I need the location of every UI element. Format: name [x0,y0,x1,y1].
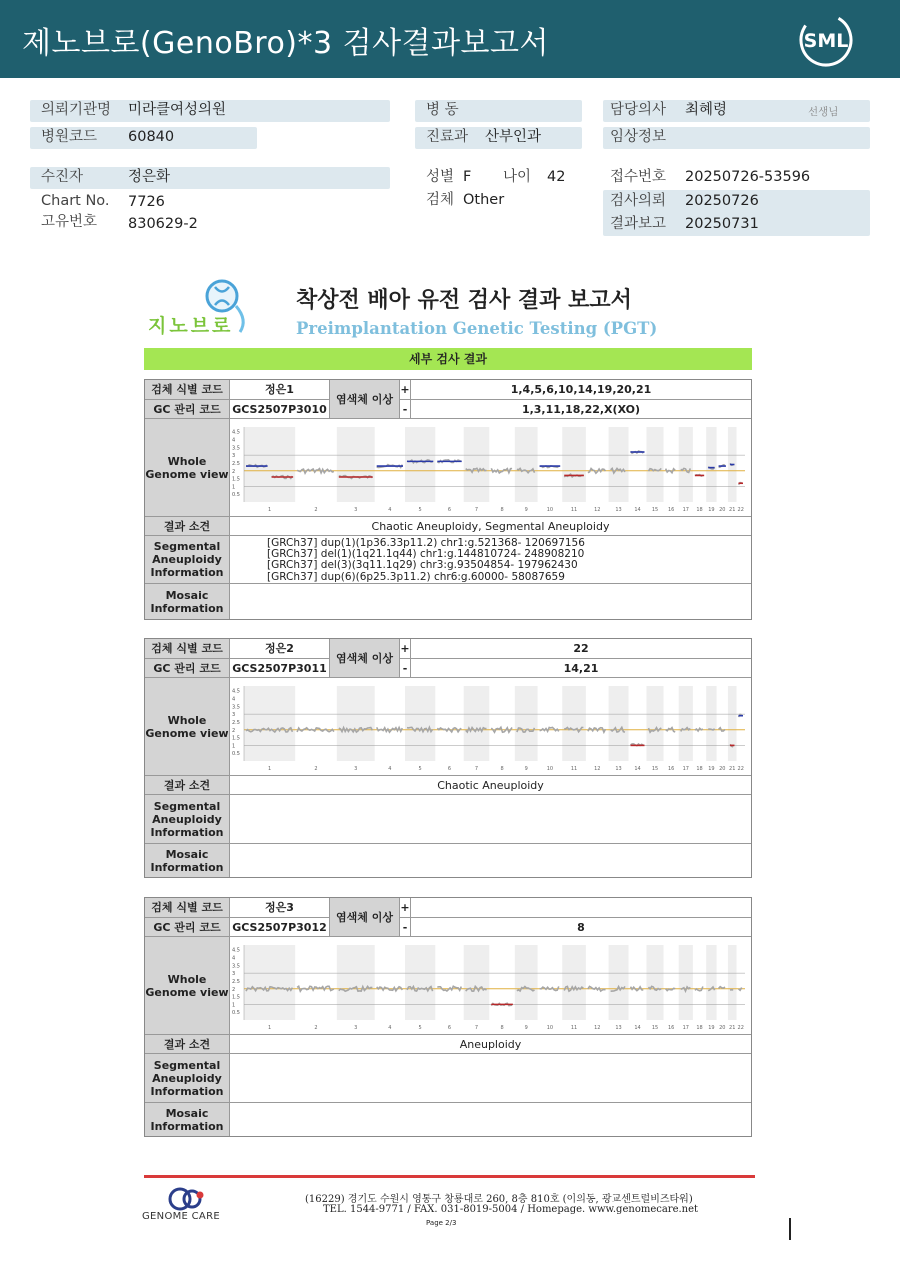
chromosome-band [337,945,375,1020]
y-tick-label: 3 [232,712,236,719]
finding-value: Chaotic Aneuploidy, Segmental Aneuploidy [230,517,751,536]
chromosome-label: 21 [729,507,736,513]
copy-number-trace [739,988,742,991]
chromosome-band [647,945,664,1020]
gc-code-value: GCS2507P3010 [230,400,330,419]
age-value: 42 [547,169,566,185]
chromosome-band [647,686,664,761]
chromosome-band [405,686,435,761]
department-value: 산부인과 [485,129,542,145]
chromosome-band [405,427,435,502]
chromosome-band [244,686,295,761]
report-value: 20250731 [685,216,759,232]
chromosome-band [679,945,693,1020]
chromosome-label: 2 [314,766,318,772]
genome-plot-2 [230,678,751,775]
chromosome-band [515,427,538,502]
chromosome-label: 7 [474,1025,479,1031]
y-tick-label: 4.5 [232,947,240,954]
y-tick-label: 0.5 [232,492,240,499]
genobro-logo [144,276,256,340]
chromosome-label: 22 [737,766,744,772]
chromosome-band [647,427,664,502]
chrom-abnormality-label: 염색체 이상 [330,898,400,937]
patient-label: 수진자 [41,169,84,185]
loss-chromosomes: 8 [411,918,751,937]
segmental-label: Segmental Aneuploidy Information [145,536,230,584]
chromosome-label: 1 [267,766,272,772]
specimen-value: Other [463,192,505,208]
chromosome-label: 6 [447,507,452,513]
report-title-english: Preimplantation Genetic Testing (PGT) [296,319,658,338]
y-tick-label: 3 [232,453,236,460]
y-tick-label: 4 [232,696,236,703]
y-tick-label: 2 [232,727,236,734]
chromosome-label: 19 [708,1025,715,1031]
chromosome-label: 11 [570,507,578,513]
whole-genome-label: Whole Genome view [145,419,230,517]
gc-code-value: GCS2507P3012 [230,918,330,937]
loss-sign: - [400,918,411,937]
gain-chromosomes: 1,4,5,6,10,14,19,20,21 [411,380,751,400]
chromosome-band [609,945,629,1020]
chromosome-band [244,945,295,1020]
chromosome-band [464,945,490,1020]
sample-table-1 [144,379,752,620]
footer-divider [144,1175,755,1178]
sample-table-3 [144,897,752,1137]
sample-id-label: 검체 식별 코드 [145,380,230,400]
chromosome-label: 8 [500,766,504,772]
chromosome-label: 8 [500,507,504,513]
finding-label: 결과 소견 [145,517,230,536]
y-tick-label: 1 [232,484,236,491]
section-title: 세부 검사 결과 [144,348,752,370]
mosaic-value [230,584,751,619]
genome-care-logo [160,1186,212,1212]
chromosome-label: 8 [500,1025,504,1031]
chrom-abnormality-label: 염색체 이상 [330,639,400,678]
genome-plot-1 [230,419,751,516]
y-tick-label: 1.5 [232,476,240,483]
chromosome-label: 1 [267,1025,272,1031]
chromosome-band [337,427,375,502]
chromosome-band [706,945,716,1020]
segmental-label: Segmental Aneuploidy Information [145,1054,230,1103]
chromosome-label: 19 [708,766,715,772]
clinical-label: 임상정보 [610,129,667,145]
chromosome-label: 5 [418,1025,422,1031]
chromosome-label: 9 [524,766,528,772]
chrom-abnormality-label: 염색체 이상 [330,380,400,419]
chromosome-label: 13 [615,1025,622,1031]
chromosome-label: 14 [634,1025,641,1031]
footer-address: (16229) 경기도 수원시 영통구 창룡대로 260, 8층 810호 (이의동, 광교센트럴비즈타워) [305,1194,693,1205]
chromosome-label: 18 [696,507,703,513]
chromosome-label: 17 [682,507,689,513]
mosaic-label: Mosaic Information [145,584,230,619]
chromosome-label: 17 [682,766,689,772]
gc-code-label: GC 관리 코드 [145,400,230,419]
loss-chromosomes: 14,21 [411,659,751,678]
chromosome-label: 18 [696,1025,703,1031]
segmental-value [230,1054,751,1103]
chromosome-band [337,686,375,761]
chromosome-label: 9 [524,507,528,513]
chromosome-band [405,945,435,1020]
sex-label: 성별 [426,169,455,185]
gain-chromosomes: 22 [411,639,751,659]
chromosome-band [706,686,716,761]
chromosome-band [244,427,295,502]
chromosome-label: 20 [719,1025,726,1031]
doctor-label: 담당의사 [610,102,667,118]
chromosome-label: 3 [354,507,358,513]
request-value: 20250726 [685,193,759,209]
y-tick-label: 4.5 [232,429,240,436]
chromosome-label: 17 [682,1025,689,1031]
patient-value: 정은화 [128,169,171,185]
chromosome-label: 6 [447,1025,452,1031]
institution-label: 의뢰기관명 [41,102,112,118]
chromosome-band [679,427,693,502]
chromosome-label: 16 [667,507,675,513]
chromosome-label: 10 [546,507,554,513]
chromosome-label: 12 [594,507,601,513]
chromosome-label: 3 [354,766,358,772]
chromosome-label: 12 [594,766,601,772]
copy-number-trace [719,987,725,989]
copy-number-trace [695,728,703,731]
chromosome-band [515,686,538,761]
chromosome-band [562,945,586,1020]
chromosome-label: 15 [651,507,659,513]
chromosome-label: 14 [634,766,641,772]
receipt-label: 접수번호 [610,169,667,185]
sample-id-value: 정은3 [230,898,330,918]
chromosome-label: 6 [447,766,452,772]
chromosome-band [728,945,737,1020]
chromosome-label: 10 [546,766,554,772]
chromosome-band [464,427,490,502]
chromosome-label: 12 [594,1025,601,1031]
copy-number-trace [708,729,714,730]
chromosome-label: 22 [737,1025,744,1031]
doctor-suffix: 선생님 [808,106,839,118]
chromosome-band [562,686,586,761]
loss-chromosomes: 1,3,11,18,22,X(XO) [411,400,751,419]
mosaic-label: Mosaic Information [145,844,230,877]
segment-line: [GRCh37] del(3)(3q11.1q29) chr3:g.93504854- 197962430 [267,559,578,572]
chromosome-label: 22 [737,507,744,513]
mosaic-label: Mosaic Information [145,1103,230,1136]
whole-genome-label: Whole Genome view [145,678,230,776]
ward-label: 병 동 [426,102,459,118]
chromosome-band [562,427,586,502]
chromosome-label: 5 [418,766,422,772]
loss-sign: - [400,400,411,419]
chromosome-label: 20 [719,766,726,772]
chromosome-label: 20 [719,507,726,513]
sample-id-label: 검체 식별 코드 [145,639,230,659]
y-tick-label: 0.5 [232,1010,240,1017]
y-tick-label: 3.5 [232,445,240,452]
gc-code-value: GCS2507P3011 [230,659,330,678]
chromosome-label: 5 [418,507,422,513]
segmental-label: Segmental Aneuploidy Information [145,795,230,844]
chromosome-band [728,686,737,761]
chromosome-label: 2 [314,1025,318,1031]
chromosome-label: 18 [696,766,703,772]
chromosome-band [464,686,490,761]
unique-value: 830629-2 [128,216,198,232]
department-label: 진료과 [426,129,469,145]
y-tick-label: 2 [232,468,236,475]
y-tick-label: 3.5 [232,963,240,970]
gain-sign: + [400,639,411,659]
finding-label: 결과 소견 [145,776,230,795]
y-tick-label: 1.5 [232,735,240,742]
loss-sign: - [400,659,411,678]
segment-line: [GRCh37] dup(1)(1p36.33p11.2) chr1:g.521368- 120697156 [267,537,585,549]
y-tick-label: 3.5 [232,704,240,711]
chart-label: Chart No. [41,193,110,209]
y-tick-label: 1 [232,1002,236,1009]
patient-info [0,0,900,240]
whole-genome-plot [230,419,751,517]
sex-value: F [463,169,472,185]
report-title-korean: 착상전 배아 유전 검사 결과 보고서 [296,288,632,313]
whole-genome-label: Whole Genome view [145,937,230,1035]
hospital-code-label: 병원코드 [41,129,98,145]
chart-value: 7726 [128,194,165,210]
request-label: 검사의뢰 [610,193,667,209]
genome-plot-3 [230,937,751,1034]
chromosome-label: 4 [388,1025,392,1031]
mosaic-value [230,1103,751,1136]
gc-code-label: GC 관리 코드 [145,918,230,937]
y-tick-label: 2 [232,986,236,993]
receipt-value: 20250726-53596 [685,169,811,185]
chromosome-label: 11 [570,766,578,772]
y-tick-label: 4 [232,437,236,444]
copy-number-trace [540,727,559,731]
mosaic-value [230,844,751,877]
y-tick-label: 1 [232,743,236,750]
chromosome-label: 1 [267,507,272,513]
segmental-value [230,795,751,844]
chromosome-label: 16 [667,766,675,772]
y-tick-label: 0.5 [232,751,240,758]
sample-id-value: 정은2 [230,639,330,659]
sample-table-2 [144,638,752,878]
chromosome-label: 4 [388,507,392,513]
chromosome-label: 14 [634,507,641,513]
y-tick-label: 4.5 [232,688,240,695]
edge-marker [789,1218,791,1240]
chromosome-label: 10 [546,1025,554,1031]
finding-value: Chaotic Aneuploidy [230,776,751,795]
chromosome-label: 15 [651,1025,659,1031]
y-tick-label: 3 [232,971,236,978]
whole-genome-plot [230,678,751,776]
chromosome-band [609,686,629,761]
genobro-logo-text: 지노브로 [148,315,234,337]
genome-care-name: GENOME CARE [142,1211,220,1222]
chromosome-label: 11 [570,1025,578,1031]
chromosome-label: 13 [615,507,622,513]
page-title: 제노브로(GenoBro)*3 검사결과보고서 [22,26,549,61]
chromosome-label: 7 [474,507,479,513]
segment-line: [GRCh37] del(1)(1q21.1q44) chr1:g.144810724- 248908210 [267,548,585,561]
y-tick-label: 2.5 [232,978,240,985]
chromosome-label: 2 [314,507,318,513]
age-label: 나이 [503,169,532,185]
chromosome-label: 7 [474,766,479,772]
sml-logo-text: SML [803,30,849,52]
specimen-label: 검체 [426,192,455,208]
chromosome-label: 13 [615,766,622,772]
chromosome-label: 4 [388,766,392,772]
finding-value: Aneuploidy [230,1035,751,1054]
gain-chromosomes [411,898,751,918]
footer-contact: TEL. 1544-9771 / FAX. 031-8019-5004 / Homepage. www.genomecare.net [323,1204,699,1215]
chromosome-band [679,686,693,761]
copy-number-trace [666,728,676,732]
finding-label: 결과 소견 [145,1035,230,1054]
y-tick-label: 4 [232,955,236,962]
copy-number-trace [719,728,725,731]
institution-value: 미라클여성의원 [128,102,227,118]
whole-genome-plot [230,937,751,1035]
chromosome-label: 9 [524,1025,528,1031]
chromosome-label: 21 [729,766,736,772]
segment-line: [GRCh37] dup(6)(6p25.3p11.2) chr6:g.60000- 58087659 [267,570,565,583]
chromosome-label: 16 [667,1025,675,1031]
y-tick-label: 1.5 [232,994,240,1001]
y-tick-label: 2.5 [232,460,240,467]
gain-sign: + [400,898,411,918]
y-tick-label: 2.5 [232,719,240,726]
gc-code-label: GC 관리 코드 [145,659,230,678]
chromosome-label: 3 [354,1025,358,1031]
sample-id-value: 정은1 [230,380,330,400]
copy-number-trace [437,986,461,991]
unique-label: 고유번호 [41,214,98,230]
chromosome-label: 21 [729,1025,736,1031]
report-label: 결과보고 [610,216,667,232]
chromosome-band [515,945,538,1020]
sample-id-label: 검체 식별 코드 [145,898,230,918]
gain-sign: + [400,380,411,400]
page-number: Page 2/3 [426,1219,457,1227]
chromosome-band [706,427,716,502]
chromosome-label: 15 [651,766,659,772]
chromosome-band [609,427,629,502]
chromosome-label: 19 [708,507,715,513]
doctor-value: 최혜령 [685,102,728,118]
hospital-code-value: 60840 [128,129,175,145]
